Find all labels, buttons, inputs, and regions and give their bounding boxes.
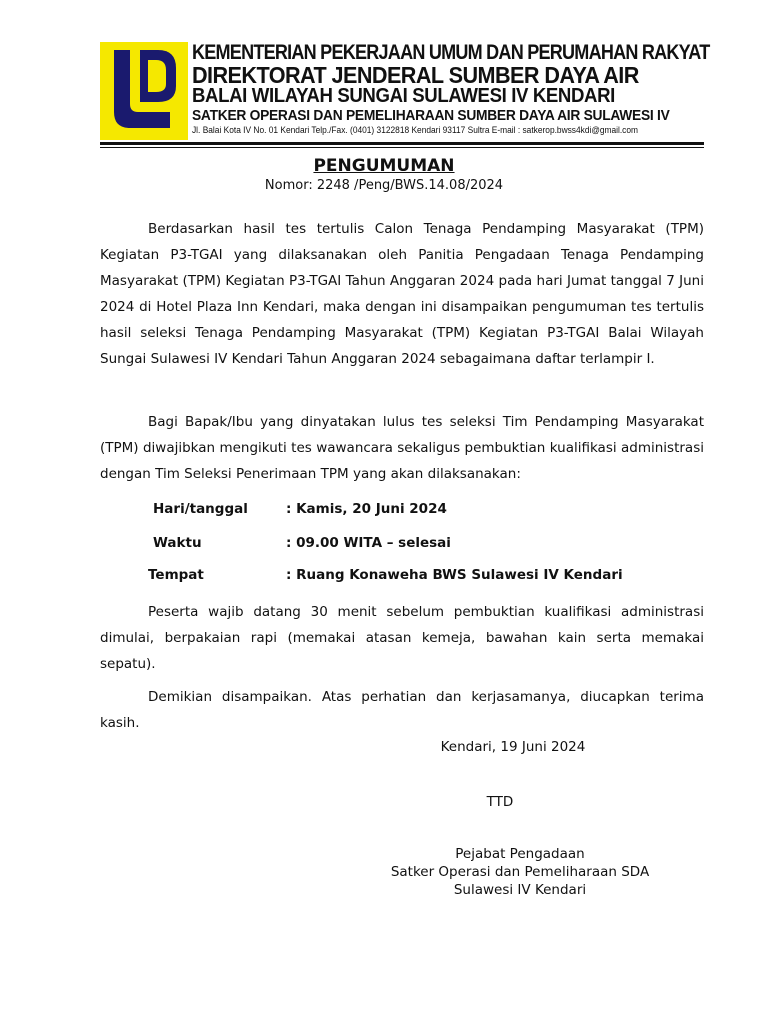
detail-label-date: Hari/tanggal <box>153 501 248 517</box>
document-title: PENGUMUMAN <box>313 156 455 176</box>
office-name: BALAI WILAYAH SUNGAI SULAWESI IV KENDARI <box>192 85 615 107</box>
detail-label-place: Tempat <box>148 567 204 583</box>
detail-value-time: : 09.00 WITA – selesai <box>286 535 451 551</box>
ttd-mark: TTD <box>486 794 514 810</box>
ministry-name: KEMENTERIAN PEKERJAAN UMUM DAN PERUMAHAN RAKYAT <box>192 41 710 64</box>
signatory-title: Pejabat Pengadaan <box>455 846 585 862</box>
pupr-logo <box>100 42 188 140</box>
place-date: Kendari, 19 Juni 2024 <box>440 739 586 755</box>
letterhead <box>100 41 710 142</box>
detail-value-place: : Ruang Konaweha BWS Sulawesi IV Kendari <box>286 567 623 583</box>
letterhead-text <box>192 41 710 136</box>
paragraph-attendance: Peserta wajib datang 30 menit sebelum pembuktian kualifikasi administrasi dimulai, berpakaian rapi (memakai atasan kemeja, bawahan kain serta memakai sepatu). <box>100 604 704 672</box>
title-block <box>0 155 768 195</box>
signatory-unit: Satker Operasi dan Pemeliharaan SDA <box>390 864 650 880</box>
detail-label-time: Waktu <box>153 535 202 551</box>
signatory-region: Sulawesi IV Kendari <box>453 882 587 898</box>
unit-name: SATKER OPERASI DAN PEMELIHARAAN SUMBER DAYA AIR SULAWESI IV <box>192 107 670 124</box>
office-address: Jl. Balai Kota IV No. 01 Kendari Telp./Fax. (0401) 3122818 Kendari 93117 Sultra E-mail : satkerop.bwss4kdi@gmail.com <box>192 125 638 135</box>
paragraph-intro: Berdasarkan hasil tes tertulis Calon Tenaga Pendamping Masyarakat (TPM) Kegiatan P3-TGAI yang dilaksanakan oleh Panitia Pengadaan Tenaga Pendamping Masyarakat (TPM) Kegiatan P3-TGAI Tahun Anggaran 2024 pada hari Jumat tanggal 7 Juni 2024 di Hotel Plaza Inn Kendari, maka dengan ini disampaikan pengumuman tes tertulis hasil seleksi Tenaga Pendamping Masyarakat (TPM) Kegiatan P3-TGAI Balai Wilayah Sungai Sulawesi IV Kendari Tahun Anggaran 2024 sebagaimana daftar terlampir I. <box>100 221 704 367</box>
letterhead-rule-thin <box>100 147 704 148</box>
paragraph-instruction: Bagi Bapak/Ibu yang dinyatakan lulus tes seleksi Tim Pendamping Masyarakat (TPM) diwajibkan mengikuti tes wawancara sekaligus pembuktian kualifikasi administrasi dengan Tim Seleksi Penerimaan TPM yang akan dilaksanakan: <box>100 414 704 482</box>
paragraph-closing: Demikian disampaikan. Atas perhatian dan kerjasamanya, diucapkan terima kasih. <box>100 689 704 731</box>
document-number: Nomor: 2248 /Peng/BWS.14.08/2024 <box>264 178 504 193</box>
detail-value-date: : Kamis, 20 Juni 2024 <box>286 501 447 517</box>
letterhead-rule-thick <box>100 142 704 145</box>
directorate-name: DIREKTORAT JENDERAL SUMBER DAYA AIR <box>192 62 639 88</box>
